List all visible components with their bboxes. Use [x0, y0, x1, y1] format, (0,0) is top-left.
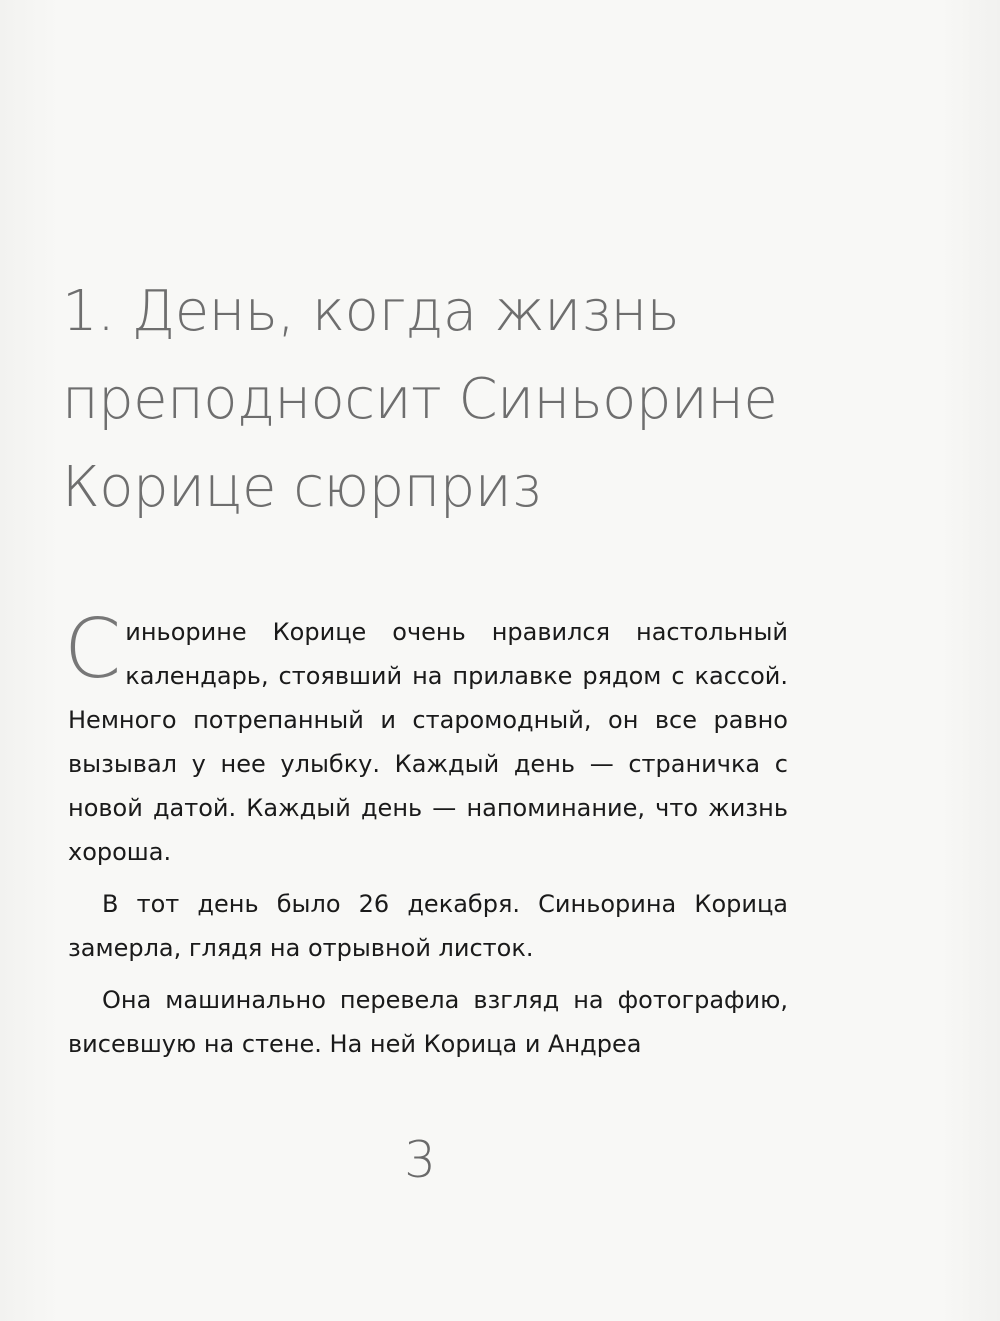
chapter-title-line-3: Корице сюрприз — [62, 455, 541, 520]
paragraph-2: В тот день было 26 декабря. Синьорина Корица замерла, глядя на отрывной листок. — [68, 890, 788, 962]
chapter-title-line-2: преподносит Синьорине — [62, 367, 778, 432]
paragraph-1-text: иньорине Корице очень нравился настольный календарь, стоявший на прилавке рядом с кассой. Немного потрепанный и старомодный, он все равно вызывал у нее улыбку. Каждый день — страничка с новой датой. Каждый день — напоминание, что жизнь хороша. — [68, 618, 788, 866]
body-text — [64, 602, 788, 1074]
page-number: 3 — [404, 1131, 436, 1189]
chapter-title — [62, 268, 882, 532]
chapter-title-line-1: 1. День, когда жизнь — [62, 279, 680, 344]
paragraph-3: Она машинально перевела взгляд на фотографию, висевшую на стене. На ней Корица и Андреа — [68, 986, 788, 1058]
drop-cap: С — [64, 602, 122, 697]
paragraph-1 — [64, 602, 788, 874]
